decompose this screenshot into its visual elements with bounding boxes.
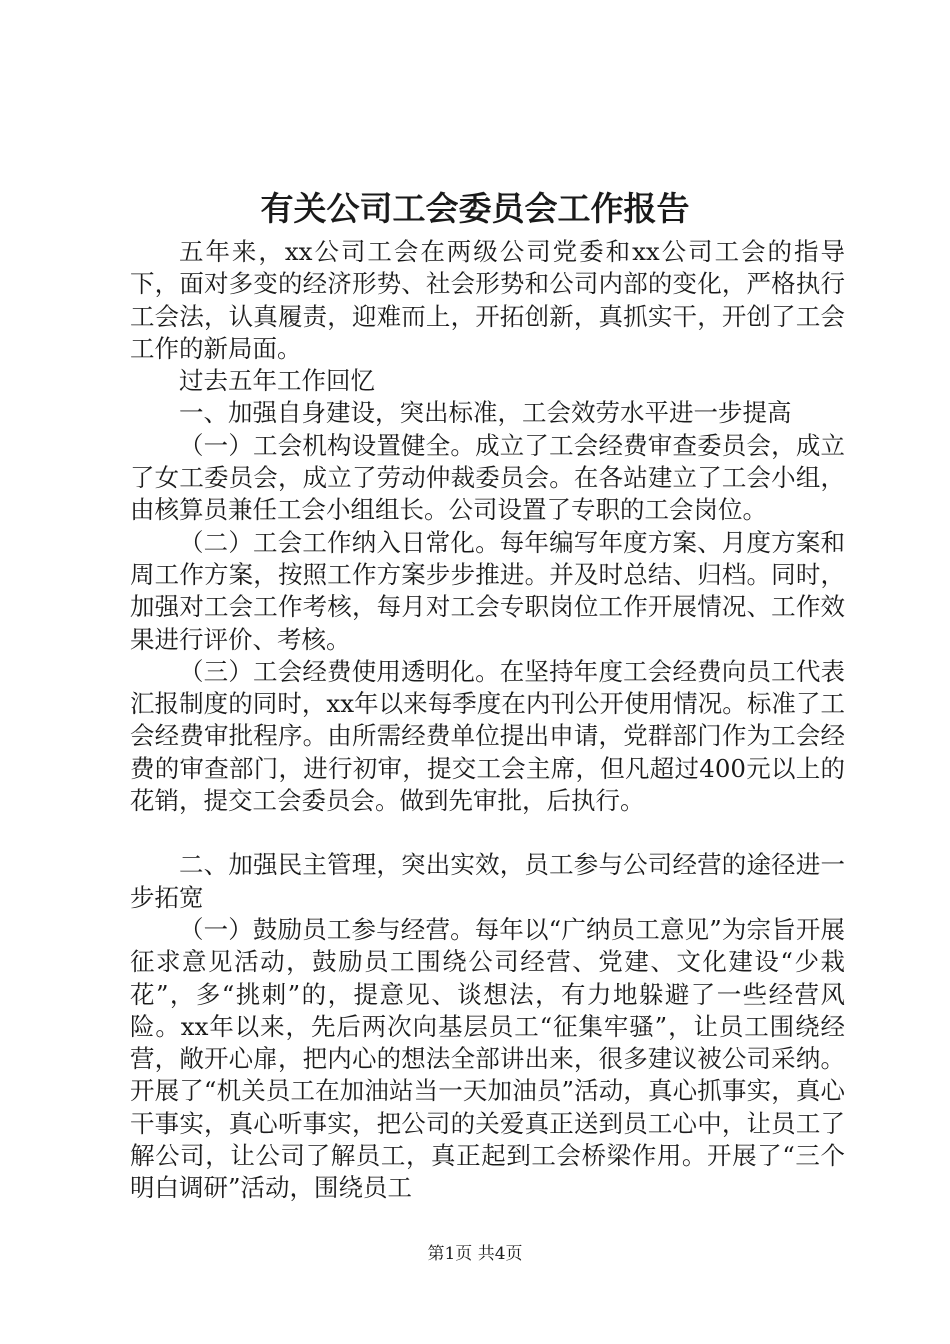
section-heading-2: 二、加强民主管理，突出实效，员工参与公司经营的途径进一步拓宽 [130, 850, 845, 912]
section-heading-1: 一、加强自身建设，突出标准，工会效劳水平进一步提高 [179, 398, 792, 428]
paragraph-2-1: （一）鼓励员工参与经营。每年以“广纳员工意见”为宗旨开展征求意见活动，鼓励员工围绕公司经营、党建、文化建设“少栽花”，多“挑刺”的，提意见、谈想法，有力地躲避了一些经营风险。xx年以来，先后两次向基层员工“征集牢骚”，让员工围绕经营，敞开心扉，把内心的想法全部讲出来，很多建议被公司采纳。开展了“机关员工在加油站当一天加油员”活动，真心抓事实，真心干事实，真心听事实，把公司的关爱真正送到员工心中，让员工了解公司，让公司了解员工，真正起到工会桥梁作用。开展了“三个明白调研”活动，围绕员工 [130, 914, 845, 1203]
paragraph-1-1: （一）工会机构设置健全。成立了工会经费审查委员会，成立了女工委员会，成立了劳动仲裁委员会。在各站建立了工会小组，由核算员兼任工会小组组长。公司设置了专职的工会岗位。 [130, 430, 845, 525]
page-footer: 第1页 共4页 [427, 1244, 523, 1264]
paragraph-intro: 五年来，xx公司工会在两级公司党委和xx公司工会的指导下，面对多变的经济形势、社会形势和公司内部的变化，严格执行工会法，认真履责，迎难而上，开拓创新，真抓实干，开创了工会工作的新局面。 [130, 237, 845, 363]
paragraph-heading-review: 过去五年工作回忆 [179, 366, 375, 396]
document-title: 有关公司工会委员会工作报告 [260, 189, 690, 228]
paragraph-1-2: （二）工会工作纳入日常化。每年编写年度方案、月度方案和周工作方案，按照工作方案步步推进。并及时总结、归档。同时，加强对工会工作考核，每月对工会专职岗位工作开展情况、工作效果进行评价、考核。 [130, 527, 845, 654]
paragraph-1-3: （三）工会经费使用透明化。在坚持年度工会经费向员工代表汇报制度的同时，xx年以来每季度在内刊公开使用情况。标准了工会经费审批程序。由所需经费单位提出申请，党群部门作为工会经费的审查部门，进行初审，提交工会主席，但凡超过400元以上的花销，提交工会委员会。做到先审批，后执行。 [130, 656, 845, 816]
document-body [130, 236, 845, 1205]
